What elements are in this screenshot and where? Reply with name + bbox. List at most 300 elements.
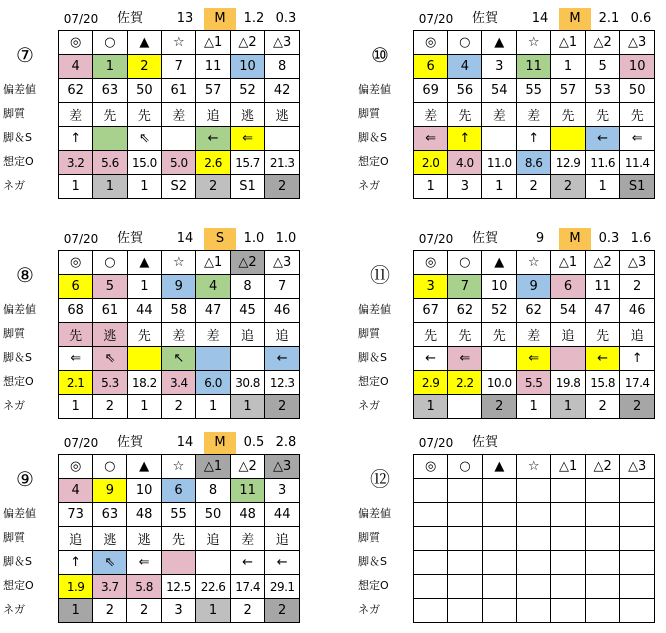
odds-cell bbox=[482, 575, 516, 599]
deviation-cell bbox=[620, 503, 655, 527]
style-cell: 差 bbox=[59, 103, 93, 127]
deviation-cell: 54 bbox=[551, 299, 586, 323]
horse-number-row bbox=[414, 275, 655, 299]
mark-cell: △3 bbox=[620, 31, 655, 55]
header-val2: 1.0 bbox=[275, 231, 297, 246]
header-val2: 2.8 bbox=[275, 435, 297, 450]
horse-number-cell: 3 bbox=[414, 275, 448, 299]
mark-cell: ○ bbox=[448, 455, 482, 479]
race-header bbox=[355, 8, 655, 30]
style-cell: 逃 bbox=[93, 527, 127, 551]
mark-cell: △1 bbox=[196, 251, 230, 275]
nega-cell bbox=[551, 599, 586, 623]
deviation-cell bbox=[482, 503, 516, 527]
marks-row bbox=[59, 455, 300, 479]
nega-cell: 3 bbox=[448, 175, 482, 199]
speed-cell: ⇐ bbox=[620, 127, 655, 151]
horse-number-cell: 2 bbox=[127, 55, 162, 79]
horse-number-cell bbox=[448, 479, 482, 503]
header-val1 bbox=[593, 432, 625, 454]
speed-cell bbox=[162, 127, 196, 151]
header-val1: 0.3 bbox=[598, 231, 620, 246]
header-venue: 佐賀 bbox=[116, 11, 143, 26]
horse-number-cell bbox=[482, 479, 516, 503]
race-12-panel bbox=[355, 432, 655, 632]
nega-cell: 1 bbox=[585, 175, 620, 199]
style-cell: 先 bbox=[551, 103, 586, 127]
nega-cell: 2 bbox=[230, 599, 265, 623]
horse-number-cell: 3 bbox=[265, 479, 300, 503]
race-header bbox=[0, 228, 300, 250]
speed-row bbox=[414, 347, 655, 371]
speed-cell: ⇐ bbox=[414, 127, 448, 151]
odds-cell: 12.5 bbox=[161, 575, 196, 599]
mark-cell: △3 bbox=[265, 31, 300, 55]
mark-cell: ◎ bbox=[414, 455, 448, 479]
odds-row bbox=[59, 151, 300, 175]
row-label: 脚質 bbox=[358, 327, 380, 340]
odds-cell: 5.6 bbox=[93, 151, 127, 175]
nega-cell: 2 bbox=[162, 395, 196, 419]
deviation-cell: 73 bbox=[59, 503, 93, 527]
speed-cell bbox=[414, 551, 448, 575]
odds-cell: 2.6 bbox=[196, 151, 230, 175]
speed-row bbox=[59, 551, 300, 575]
deviation-cell: 50 bbox=[196, 503, 231, 527]
style-cell: 先 bbox=[59, 323, 93, 347]
row-label: ネガ bbox=[358, 399, 380, 412]
deviation-cell: 57 bbox=[196, 79, 230, 103]
mark-cell: △2 bbox=[230, 251, 265, 275]
odds-cell: 5.3 bbox=[93, 371, 127, 395]
mark-cell: ☆ bbox=[162, 31, 196, 55]
odds-cell: 5.8 bbox=[127, 575, 161, 599]
odds-row bbox=[59, 575, 300, 599]
style-cell: 追 bbox=[196, 103, 230, 127]
deviation-cell: 48 bbox=[230, 503, 265, 527]
horse-number-cell bbox=[516, 479, 550, 503]
style-cell bbox=[516, 527, 550, 551]
deviation-cell bbox=[448, 503, 482, 527]
mark-cell: ☆ bbox=[516, 455, 550, 479]
odds-cell: 15.0 bbox=[127, 151, 162, 175]
speed-cell: ← bbox=[265, 551, 300, 575]
horse-number-cell: 1 bbox=[93, 55, 127, 79]
deviation-cell: 54 bbox=[482, 79, 517, 103]
deviation-cell: 50 bbox=[620, 79, 655, 103]
odds-cell: 3.7 bbox=[93, 575, 127, 599]
deviation-cell: 69 bbox=[414, 79, 448, 103]
marks-row bbox=[414, 455, 655, 479]
style-cell bbox=[448, 527, 482, 551]
speed-cell bbox=[551, 127, 586, 151]
header-date: 07/20 bbox=[418, 12, 454, 26]
row-label: 想定O bbox=[358, 155, 389, 168]
style-cell bbox=[414, 527, 448, 551]
row-label: 偏差値 bbox=[358, 303, 391, 316]
style-cell: 逃 bbox=[230, 103, 265, 127]
odds-cell bbox=[585, 575, 620, 599]
race-10-panel bbox=[355, 8, 655, 208]
nega-cell bbox=[585, 599, 620, 623]
style-cell: 先 bbox=[448, 323, 482, 347]
nega-cell: 1 bbox=[59, 395, 93, 419]
deviation-cell bbox=[585, 503, 620, 527]
nega-cell: 1 bbox=[127, 175, 162, 199]
nega-cell: 2 bbox=[93, 599, 127, 623]
style-cell: 追 bbox=[265, 527, 300, 551]
mark-cell: ◎ bbox=[59, 455, 93, 479]
style-cell: 差 bbox=[517, 323, 551, 347]
mark-cell: △1 bbox=[551, 251, 586, 275]
nega-cell bbox=[516, 599, 550, 623]
nega-cell: 1 bbox=[59, 175, 93, 199]
style-cell: 先 bbox=[93, 103, 127, 127]
row-label: ネガ bbox=[3, 603, 25, 616]
header-condition: M bbox=[204, 432, 236, 454]
deviation-cell: 63 bbox=[93, 503, 127, 527]
horse-number-cell: 9 bbox=[93, 479, 127, 503]
odds-cell: 15.8 bbox=[585, 371, 620, 395]
odds-row bbox=[414, 151, 655, 175]
header-condition: S bbox=[204, 228, 236, 250]
deviation-cell bbox=[516, 503, 550, 527]
speed-cell: ↑ bbox=[517, 127, 551, 151]
nega-cell: 2 bbox=[585, 395, 620, 419]
speed-cell: ⇐ bbox=[517, 347, 551, 371]
style-cell: 差 bbox=[162, 323, 196, 347]
deviation-cell: 46 bbox=[265, 299, 300, 323]
speed-row bbox=[59, 347, 300, 371]
row-label: ネガ bbox=[3, 179, 25, 192]
nega-cell: 1 bbox=[482, 175, 517, 199]
odds-cell: 4.0 bbox=[448, 151, 482, 175]
mark-cell: ☆ bbox=[162, 251, 196, 275]
nega-cell: 2 bbox=[265, 395, 300, 419]
row-label: 偏差値 bbox=[358, 83, 391, 96]
mark-cell: △2 bbox=[230, 455, 265, 479]
header-condition bbox=[559, 432, 591, 454]
nega-cell: 2 bbox=[482, 395, 517, 419]
header-condition: M bbox=[204, 8, 236, 30]
deviation-cell: 67 bbox=[414, 299, 448, 323]
style-cell: 差 bbox=[517, 103, 551, 127]
mark-cell: ▲ bbox=[127, 251, 162, 275]
nega-cell: 1 bbox=[551, 395, 586, 419]
odds-cell: 12.9 bbox=[551, 151, 586, 175]
horse-number-cell bbox=[414, 479, 448, 503]
nega-row bbox=[59, 599, 300, 623]
style-cell: 先 bbox=[161, 527, 196, 551]
odds-cell bbox=[414, 575, 448, 599]
style-cell: 追 bbox=[265, 323, 300, 347]
horse-number-cell: 7 bbox=[448, 275, 482, 299]
header-date: 07/20 bbox=[63, 436, 99, 450]
header-val2 bbox=[625, 432, 657, 454]
odds-cell: 1.9 bbox=[59, 575, 93, 599]
mark-cell: △3 bbox=[620, 251, 655, 275]
header-field-size: 9 bbox=[535, 231, 545, 246]
mark-cell: ◎ bbox=[59, 31, 93, 55]
style-cell: 逃 bbox=[265, 103, 300, 127]
mark-cell: △1 bbox=[551, 31, 586, 55]
race-11-panel bbox=[355, 228, 655, 428]
style-cell: 逃 bbox=[127, 527, 161, 551]
speed-cell: ⇐ bbox=[59, 347, 93, 371]
marks-row bbox=[414, 31, 655, 55]
header-venue: 佐賀 bbox=[116, 231, 143, 246]
header-date: 07/20 bbox=[63, 232, 99, 246]
speed-cell: ↑ bbox=[59, 551, 93, 575]
odds-cell bbox=[448, 575, 482, 599]
row-label: 偏差値 bbox=[3, 507, 36, 520]
race-number: ⑨ bbox=[16, 467, 34, 491]
nega-cell: 1 bbox=[517, 395, 551, 419]
deviation-row bbox=[414, 299, 655, 323]
race-grid bbox=[58, 250, 300, 419]
deviation-cell: 62 bbox=[448, 299, 482, 323]
nega-cell: 1 bbox=[230, 395, 265, 419]
horse-number-cell: 1 bbox=[127, 275, 162, 299]
odds-cell: 3.4 bbox=[162, 371, 196, 395]
style-row bbox=[414, 527, 655, 551]
header-val2: 0.6 bbox=[630, 11, 652, 26]
deviation-cell: 45 bbox=[230, 299, 265, 323]
nega-cell: 1 bbox=[196, 599, 231, 623]
race-number: ⑫ bbox=[370, 467, 390, 491]
style-cell bbox=[482, 527, 516, 551]
nega-row bbox=[59, 395, 300, 419]
style-cell: 先 bbox=[620, 103, 655, 127]
deviation-cell: 53 bbox=[585, 79, 620, 103]
header-val1: 1.0 bbox=[243, 231, 265, 246]
deviation-row bbox=[59, 299, 300, 323]
speed-cell: ↑ bbox=[59, 127, 93, 151]
mark-cell: △2 bbox=[585, 251, 620, 275]
style-row bbox=[414, 103, 655, 127]
mark-cell: ▲ bbox=[127, 455, 161, 479]
mark-cell: △2 bbox=[585, 455, 620, 479]
style-cell bbox=[620, 527, 655, 551]
nega-cell: S2 bbox=[162, 175, 196, 199]
horse-number-cell: 11 bbox=[585, 275, 620, 299]
nega-cell bbox=[448, 395, 482, 419]
style-cell: 先 bbox=[414, 323, 448, 347]
nega-cell: 2 bbox=[551, 175, 586, 199]
race-header bbox=[355, 432, 655, 454]
style-row bbox=[414, 323, 655, 347]
header-val1: 0.5 bbox=[243, 435, 265, 450]
horse-number-cell: 4 bbox=[448, 55, 482, 79]
odds-cell: 2.2 bbox=[448, 371, 482, 395]
mark-cell: ▲ bbox=[482, 455, 516, 479]
speed-cell bbox=[196, 551, 231, 575]
deviation-cell: 44 bbox=[127, 299, 162, 323]
horse-number-row bbox=[59, 479, 300, 503]
deviation-cell: 42 bbox=[265, 79, 300, 103]
mark-cell: △3 bbox=[265, 251, 300, 275]
deviation-cell bbox=[414, 503, 448, 527]
deviation-cell: 52 bbox=[482, 299, 517, 323]
race-grid bbox=[413, 250, 655, 419]
horse-number-cell: 4 bbox=[59, 55, 93, 79]
style-cell: 差 bbox=[162, 103, 196, 127]
nega-cell bbox=[620, 599, 655, 623]
odds-cell bbox=[551, 575, 586, 599]
style-cell: 差 bbox=[230, 527, 265, 551]
race-header bbox=[0, 8, 300, 30]
odds-cell: 2.9 bbox=[414, 371, 448, 395]
odds-cell: 2.0 bbox=[414, 151, 448, 175]
horse-number-row bbox=[414, 55, 655, 79]
speed-cell bbox=[448, 551, 482, 575]
speed-cell: ⇐ bbox=[127, 551, 161, 575]
deviation-row bbox=[414, 503, 655, 527]
deviation-cell: 52 bbox=[230, 79, 265, 103]
row-label: 想定O bbox=[3, 579, 34, 592]
row-label: 脚質 bbox=[358, 531, 380, 544]
odds-cell: 21.3 bbox=[265, 151, 300, 175]
speed-cell: ← bbox=[414, 347, 448, 371]
nega-cell: 1 bbox=[196, 395, 230, 419]
deviation-cell: 56 bbox=[448, 79, 482, 103]
deviation-cell: 63 bbox=[93, 79, 127, 103]
header-val2: 1.6 bbox=[630, 231, 652, 246]
speed-cell: ← bbox=[265, 347, 300, 371]
odds-row bbox=[59, 371, 300, 395]
marks-row bbox=[59, 251, 300, 275]
row-label: ネガ bbox=[358, 603, 380, 616]
race-8-panel bbox=[0, 228, 300, 428]
race-number: ⑩ bbox=[371, 43, 389, 67]
mark-cell: ◎ bbox=[414, 251, 448, 275]
speed-cell bbox=[551, 347, 586, 371]
deviation-cell: 61 bbox=[162, 79, 196, 103]
header-condition: M bbox=[559, 228, 591, 250]
horse-number-cell: 8 bbox=[196, 479, 231, 503]
header-date: 07/20 bbox=[418, 232, 454, 246]
speed-cell bbox=[196, 347, 230, 371]
nega-cell: 2 bbox=[196, 175, 230, 199]
style-cell: 先 bbox=[585, 323, 620, 347]
odds-cell: 17.4 bbox=[230, 575, 265, 599]
horse-number-row bbox=[59, 55, 300, 79]
odds-cell: 5.5 bbox=[517, 371, 551, 395]
speed-cell bbox=[551, 551, 586, 575]
row-label: 脚＆S bbox=[358, 555, 387, 568]
odds-cell: 19.8 bbox=[551, 371, 586, 395]
deviation-row bbox=[59, 503, 300, 527]
mark-cell: ○ bbox=[93, 455, 127, 479]
horse-number-cell: 9 bbox=[517, 275, 551, 299]
header-field-size bbox=[523, 432, 557, 454]
horse-number-cell: 3 bbox=[482, 55, 517, 79]
horse-number-cell: 11 bbox=[196, 55, 230, 79]
row-label: 想定O bbox=[3, 155, 34, 168]
speed-row bbox=[414, 551, 655, 575]
mark-cell: ▲ bbox=[127, 31, 162, 55]
style-row bbox=[59, 323, 300, 347]
horse-number-cell: 5 bbox=[93, 275, 127, 299]
odds-cell: 22.6 bbox=[196, 575, 231, 599]
nega-cell: 1 bbox=[414, 395, 448, 419]
speed-cell bbox=[265, 127, 300, 151]
header-field-size: 13 bbox=[176, 11, 194, 26]
nega-cell: 1 bbox=[414, 175, 448, 199]
speed-cell: ← bbox=[230, 551, 265, 575]
speed-cell: ⇖ bbox=[127, 127, 162, 151]
odds-cell bbox=[620, 575, 655, 599]
mark-cell: △3 bbox=[265, 455, 300, 479]
deviation-cell bbox=[551, 503, 586, 527]
odds-cell: 8.6 bbox=[517, 151, 551, 175]
horse-number-cell: 6 bbox=[414, 55, 448, 79]
speed-cell: ← bbox=[196, 127, 230, 151]
style-cell: 追 bbox=[620, 323, 655, 347]
mark-cell: ◎ bbox=[59, 251, 93, 275]
style-cell: 先 bbox=[585, 103, 620, 127]
mark-cell: ○ bbox=[448, 251, 482, 275]
horse-number-cell bbox=[585, 479, 620, 503]
header-date: 07/20 bbox=[418, 436, 454, 450]
odds-cell: 18.2 bbox=[127, 371, 162, 395]
speed-cell: ↖ bbox=[162, 347, 196, 371]
row-label: 想定O bbox=[358, 375, 389, 388]
race-grid bbox=[58, 454, 300, 623]
nega-cell: 3 bbox=[161, 599, 196, 623]
nega-cell: 2 bbox=[127, 599, 161, 623]
odds-cell: 11.0 bbox=[482, 151, 517, 175]
row-label: ネガ bbox=[358, 179, 380, 192]
horse-number-row bbox=[414, 479, 655, 503]
horse-number-cell: 11 bbox=[230, 479, 265, 503]
mark-cell: △1 bbox=[196, 455, 231, 479]
row-label: 偏差値 bbox=[358, 507, 391, 520]
horse-number-cell: 5 bbox=[585, 55, 620, 79]
race-header bbox=[355, 228, 655, 250]
header-val1: 1.2 bbox=[243, 11, 265, 26]
odds-cell: 6.0 bbox=[196, 371, 230, 395]
race-grid bbox=[413, 454, 655, 623]
horse-number-cell: 11 bbox=[517, 55, 551, 79]
deviation-cell: 61 bbox=[93, 299, 127, 323]
header-field-size: 14 bbox=[176, 231, 194, 246]
row-label: 脚質 bbox=[3, 327, 25, 340]
speed-cell: ⇐ bbox=[448, 347, 482, 371]
race-9-panel bbox=[0, 432, 300, 632]
nega-cell: 2 bbox=[620, 395, 655, 419]
race-number: ⑧ bbox=[16, 263, 34, 287]
mark-cell: △1 bbox=[551, 455, 586, 479]
header-val1: 2.1 bbox=[598, 11, 620, 26]
horse-number-cell: 6 bbox=[161, 479, 196, 503]
deviation-cell: 48 bbox=[127, 503, 161, 527]
row-label: 脚＆S bbox=[3, 555, 32, 568]
horse-number-cell: 2 bbox=[620, 275, 655, 299]
style-cell: 先 bbox=[127, 103, 162, 127]
mark-cell: ◎ bbox=[414, 31, 448, 55]
nega-cell bbox=[448, 599, 482, 623]
speed-cell: ↑ bbox=[620, 347, 655, 371]
mark-cell: ▲ bbox=[482, 251, 517, 275]
odds-cell: 11.4 bbox=[620, 151, 655, 175]
style-cell: 先 bbox=[482, 323, 517, 347]
horse-number-cell: 6 bbox=[59, 275, 93, 299]
row-label: 想定O bbox=[3, 375, 34, 388]
row-label: 想定O bbox=[358, 579, 389, 592]
header-val2: 0.3 bbox=[275, 11, 297, 26]
deviation-cell: 47 bbox=[196, 299, 230, 323]
